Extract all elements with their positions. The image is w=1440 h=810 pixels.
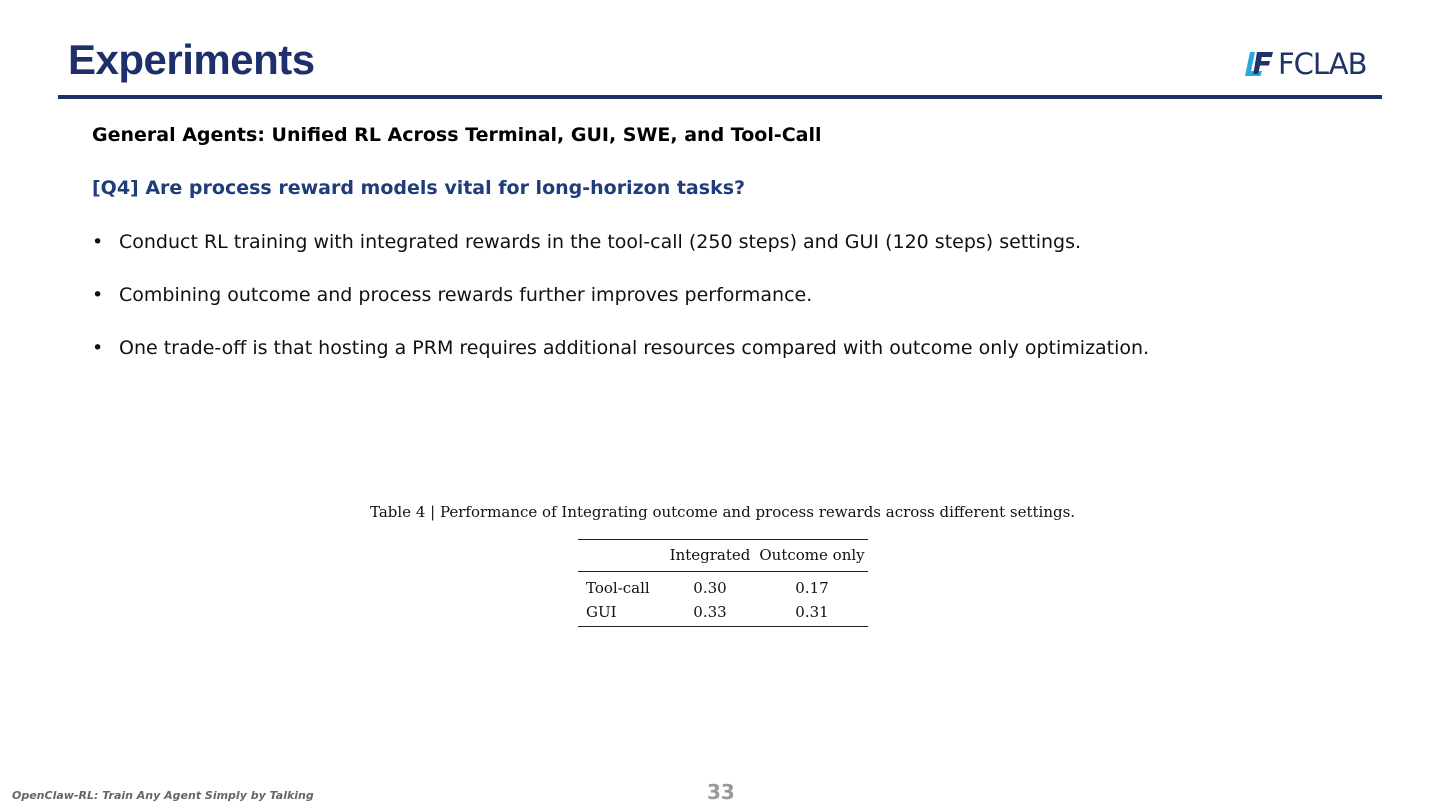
research-question: [Q4] Are process reward models vital for long-horizon tasks? [92, 177, 746, 199]
table-cell: 0.33 [693, 603, 727, 621]
table-cell: 0.31 [795, 603, 829, 621]
table-header-cell: Integrated [669, 546, 751, 564]
fclab-logo-icon [1244, 50, 1274, 78]
bullet-dot-icon: • [92, 231, 104, 253]
table-row-label: GUI [586, 603, 617, 621]
slide-title: Experiments [68, 36, 315, 83]
bullet-text: Combining outcome and process rewards further improves performance. [119, 284, 813, 306]
bullet-text: Conduct RL training with integrated rewards in the tool-call (250 steps) and GUI (120 steps) settings. [119, 231, 1082, 253]
footer-title: OpenClaw-RL: Train Any Agent Simply by Talking [12, 789, 314, 802]
header-divider [58, 95, 1382, 99]
table-cell: 0.30 [693, 579, 727, 597]
bullet-list [92, 230, 1149, 389]
table-header-cell: Outcome only [759, 546, 865, 564]
section-subtitle: General Agents: Unified RL Across Terminal, GUI, SWE, and Tool-Call [92, 124, 822, 146]
table-row [578, 572, 868, 601]
bullet-text: One trade-off is that hosting a PRM requires additional resources compared with outcome only optimization. [119, 337, 1150, 359]
table-caption: Table 4 | Performance of Integrating outcome and process rewards across different settings. [370, 503, 1076, 521]
bullet-item [92, 283, 1149, 307]
bullet-item [92, 336, 1149, 360]
bullet-item [92, 230, 1149, 254]
bullet-dot-icon: • [92, 337, 104, 359]
page-number: 33 [707, 780, 735, 804]
fclab-logo [1244, 48, 1367, 80]
table-cell: 0.17 [795, 579, 829, 597]
results-table [578, 539, 868, 627]
table-header-row [578, 540, 868, 572]
table-row [578, 600, 868, 627]
table-header-cell [578, 540, 664, 572]
bullet-dot-icon: • [92, 284, 104, 306]
table-row-label: Tool-call [586, 579, 650, 597]
logo-text: FCLAB [1278, 47, 1367, 81]
